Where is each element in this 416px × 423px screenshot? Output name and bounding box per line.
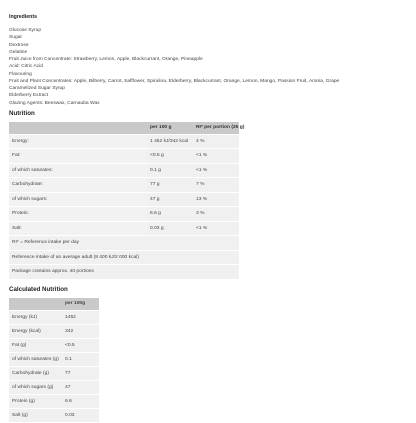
ingredient-item: Fruit and Plant Concentrates: Apple, Bilberry, Carrot, Safflower, Spirulina, Elderberry, Blackcurrant, Orange, Lemon, Mango, Passion Fruit, Aronia, Grape xyxy=(9,78,340,84)
calc-value: 6.6 xyxy=(62,394,99,408)
nutrient-ri: 4 % xyxy=(193,134,239,149)
ingredient-item: Dextrose xyxy=(9,42,29,48)
nutrition-header-cell: per 100 g xyxy=(147,122,193,135)
calc-label: Salt (g) xyxy=(9,408,62,422)
nutrient-per-100g: 77 g xyxy=(147,178,193,193)
calculated-nutrition-table xyxy=(9,298,99,423)
calc-value: 47 xyxy=(62,380,99,394)
table-row xyxy=(9,192,239,207)
calculated-nutrition-title: Calculated Nutrition xyxy=(9,285,68,293)
table-row xyxy=(9,380,99,394)
nutrient-per-100g: 0.1 g xyxy=(147,163,193,178)
calc-label: Carbohydrate (g) xyxy=(9,366,62,380)
nutrition-note: Package contains approx. 40 portions xyxy=(9,265,239,280)
table-note-row xyxy=(9,265,239,280)
calc-label: Energy (kJ) xyxy=(9,310,62,324)
nutrition-title: Nutrition xyxy=(9,109,35,117)
nutrient-per-100g: 6.6 g xyxy=(147,207,193,222)
table-row xyxy=(9,207,239,222)
table-row xyxy=(9,178,239,193)
nutrient-label: Salt: xyxy=(9,221,147,236)
nutrition-header-cell xyxy=(9,122,147,135)
nutrient-per-100g: 0.03 g xyxy=(147,221,193,236)
ingredients-title: Ingredients xyxy=(9,14,37,20)
calc-value: 342 xyxy=(62,324,99,338)
nutrient-ri: 7 % xyxy=(193,178,239,193)
table-note-row xyxy=(9,236,239,251)
table-row xyxy=(9,408,99,422)
product-info xyxy=(9,14,409,423)
nutrient-label: Carbohydrate: xyxy=(9,178,147,193)
table-row xyxy=(9,221,239,236)
nutrition-note: RI* = Reference intake per day xyxy=(9,236,239,251)
ingredient-item: Caramelized Sugar Syrup xyxy=(9,86,65,91)
nutrient-ri: <1 % xyxy=(193,221,239,236)
calc-value: <0.5 xyxy=(62,338,99,352)
table-note-row xyxy=(9,250,239,265)
calc-label: Fat (g) xyxy=(9,338,62,352)
nutrient-ri: <1 % xyxy=(193,149,239,164)
ingredient-item: Glucose Syrup xyxy=(9,28,42,33)
nutrient-label: of which saturates: xyxy=(9,163,147,178)
ingredient-item: Fruit Juice from Concentrate: Strawberry, Lemon, Apple, Blackcurrant, Orange, Pineapple xyxy=(9,57,203,62)
ingredient-item: Elderberry Extract xyxy=(9,93,49,99)
table-row xyxy=(9,324,99,338)
ingredients-list xyxy=(9,27,409,107)
nutrient-ri: 3 % xyxy=(193,207,239,222)
calc-label: Energy (kcal) xyxy=(9,324,62,338)
ingredient-item: Glazing Agents: Beeswax, Carnauba Wax xyxy=(9,100,100,106)
table-row xyxy=(9,310,99,324)
nutrient-label: of which sugars: xyxy=(9,192,147,207)
ingredient-item: Gelatine xyxy=(9,49,28,55)
calc-value: 0.1 xyxy=(62,352,99,366)
table-row xyxy=(9,352,99,366)
nutrition-table xyxy=(9,122,245,280)
nutrient-per-100g: <0.5 g xyxy=(147,149,193,164)
calc-value: 0.03 xyxy=(62,408,99,422)
table-row xyxy=(9,149,239,164)
nutrient-ri: <1 % xyxy=(193,163,239,178)
calc-header-cell: per 100g xyxy=(62,298,99,311)
nutrient-label: Energy: xyxy=(9,134,147,149)
ingredient-item: Sugar xyxy=(9,35,23,41)
ingredient-item: Acid: Citric Acid xyxy=(9,64,43,70)
table-row xyxy=(9,366,99,380)
nutrition-header-cell: RI* per portion (25 g) xyxy=(193,122,239,135)
nutrient-per-100g: 47 g xyxy=(147,192,193,207)
calc-value: 77 xyxy=(62,366,99,380)
calc-value: 1452 xyxy=(62,310,99,324)
nutrient-ri: 13 % xyxy=(193,192,239,207)
nutrient-label: Fat: xyxy=(9,149,147,164)
nutrition-header-row xyxy=(9,122,239,135)
nutrient-per-100g: 1 452 kJ/342 kcal xyxy=(147,134,193,149)
table-row xyxy=(9,394,99,408)
calc-label: of which sugars (g) xyxy=(9,380,62,394)
nutrition-note: Reference intake of an average adult (8 400 kJ/2 000 kcal) xyxy=(9,250,239,265)
table-row xyxy=(9,163,239,178)
nutrient-label: Protein: xyxy=(9,207,147,222)
ingredient-item: Flavouring xyxy=(9,71,32,77)
table-row xyxy=(9,338,99,352)
calc-header-row xyxy=(9,298,99,311)
table-row xyxy=(9,134,239,149)
calc-label: of which saturates (g) xyxy=(9,352,62,366)
calc-label: Protein (g) xyxy=(9,394,62,408)
calc-header-cell xyxy=(9,298,62,311)
